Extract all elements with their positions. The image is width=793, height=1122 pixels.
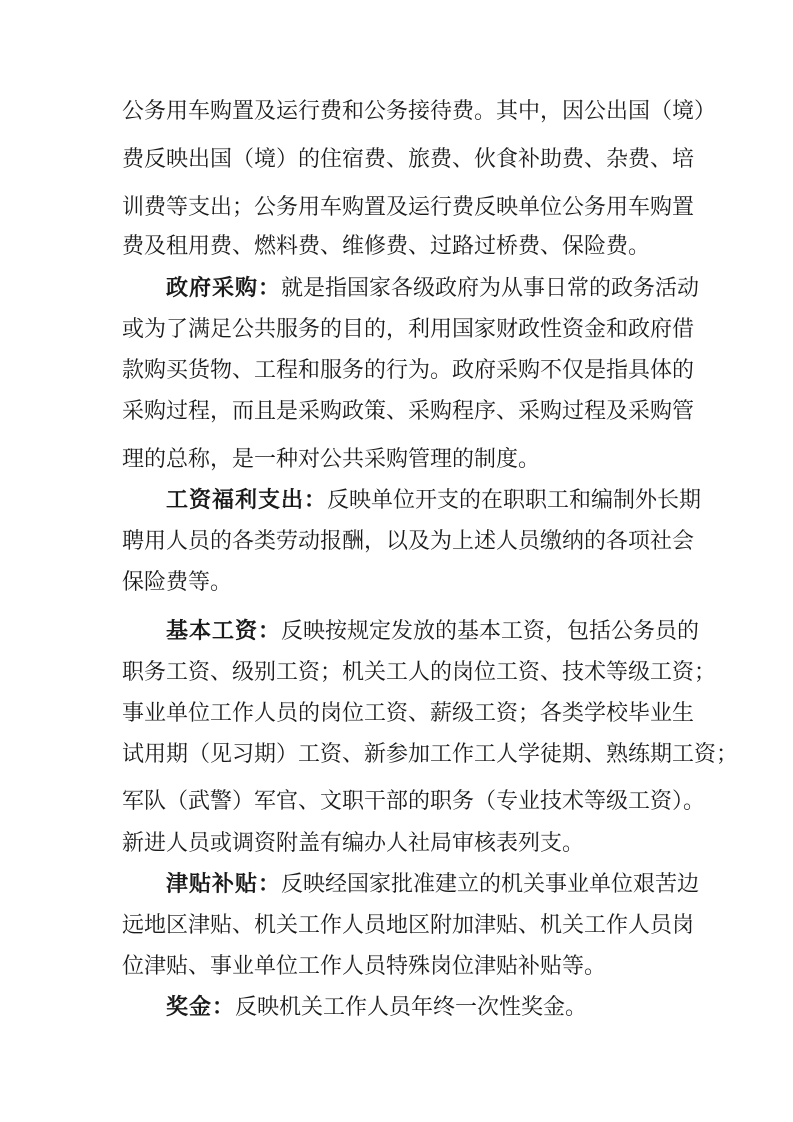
paragraph-line: 公务用车购置及运行费和公务接待费。其中，因公出国（境） — [122, 99, 717, 124]
paragraph-line: 保险费等。 — [122, 570, 233, 595]
paragraph-line: 款购买货物、工程和服务的行为。政府采购不仅是指具体的 — [122, 358, 695, 383]
paragraph-line: 训费等支出；公务用车购置及运行费反映单位公务用车购置 — [122, 195, 695, 220]
paragraph-line: 理的总称，是一种对公共采购管理的制度。 — [122, 447, 541, 472]
term-basic-wage: 基本工资： — [166, 619, 282, 644]
paragraph-line: 费及租用费、燃料费、维修费、过路过桥费、保险费。 — [122, 234, 651, 259]
paragraph-line: 事业单位工作人员的岗位工资、薪级工资；各类学校毕业生 — [122, 701, 695, 726]
paragraph-first-line — [166, 870, 700, 900]
paragraph-text: 反映按规定发放的基本工资，包括公务员的 — [281, 619, 700, 644]
paragraph-first-line — [166, 993, 674, 1023]
paragraph-text: 反映机关工作人员年终一次性奖金。 — [235, 995, 588, 1020]
term-bonus: 奖金： — [166, 995, 236, 1020]
paragraph-line: 远地区津贴、机关工作人员地区附加津贴、机关工作人员岗 — [122, 913, 695, 938]
paragraph-text: 就是指国家各级政府为从事日常的政务活动 — [281, 276, 700, 301]
paragraph-line: 职务工资、级别工资；机关工人的岗位工资、技术等级工资； — [122, 660, 717, 685]
paragraph-line: 试用期（见习期）工资、新参加工作工人学徒期、熟练期工资； — [122, 742, 739, 767]
paragraph-line: 军队（武警）军官、文职干部的职务（专业技术等级工资）。 — [122, 789, 706, 814]
paragraph-line: 采购过程，而且是采购政策、采购程序、采购过程及采购管 — [122, 399, 695, 424]
paragraph-line: 新进人员或调资附盖有编办人社局审核表列支。 — [122, 831, 585, 856]
term-allowance-subsidy: 津贴补贴： — [166, 872, 282, 897]
paragraph-first-line — [166, 486, 702, 516]
paragraph-line: 位津贴、事业单位工作人员特殊岗位津贴补贴等。 — [122, 954, 607, 979]
paragraph-text: 反映单位开支的在职职工和编制外长期 — [327, 488, 702, 513]
term-government-procurement: 政府采购： — [166, 276, 282, 301]
paragraph-text: 反映经国家批准建立的机关事业单位艰苦边 — [281, 872, 700, 897]
paragraph-line: 聘用人员的各类劳动报酬，以及为上述人员缴纳的各项社会 — [122, 529, 695, 554]
paragraph-line: 费反映出国（境）的住宿费、旅费、伙食补助费、杂费、培 — [122, 147, 695, 172]
paragraph-first-line — [166, 617, 700, 647]
paragraph-first-line — [166, 274, 700, 304]
term-wage-welfare-expenditure: 工资福利支出： — [166, 488, 328, 513]
paragraph-line: 或为了满足公共服务的目的，利用国家财政性资金和政府借 — [122, 317, 695, 342]
